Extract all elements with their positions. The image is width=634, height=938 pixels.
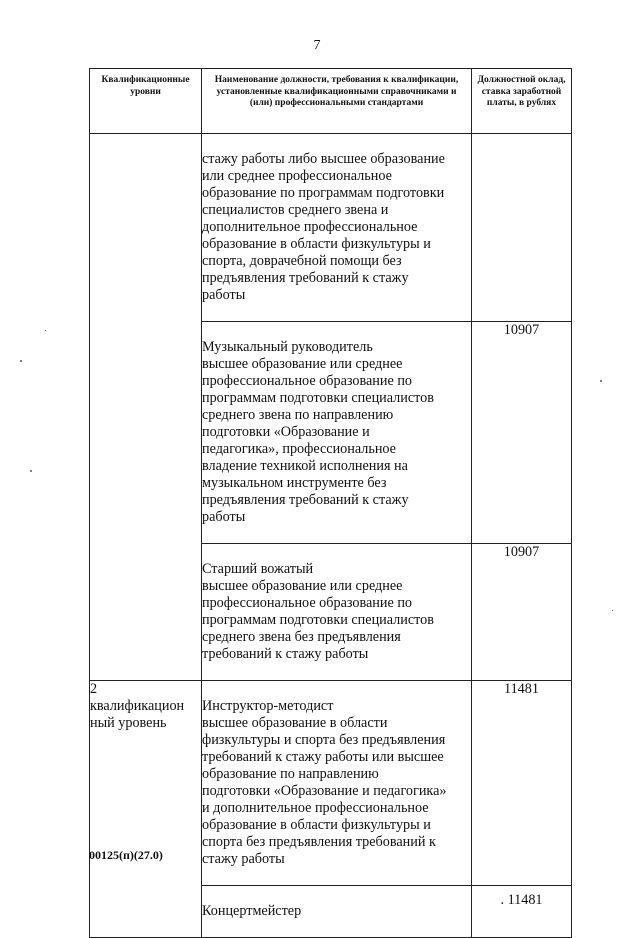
position-name: Концертмейстер	[202, 903, 302, 919]
position-cell	[202, 134, 472, 322]
scan-speck	[30, 470, 32, 472]
salary-cell	[472, 134, 572, 322]
position-cell	[202, 681, 472, 886]
level-cell: 2 квалификацион ный уровень	[90, 681, 202, 938]
position-name: Инструктор-методист	[202, 698, 334, 714]
header-salary: Должностной оклад, ставка заработной платы, в рублях	[472, 69, 572, 134]
scan-speck	[612, 610, 613, 611]
page-number: 7	[313, 38, 321, 53]
scan-speck	[600, 380, 602, 382]
position-cell	[202, 544, 472, 681]
position-name: Музыкальный руководитель	[202, 339, 373, 355]
scan-speck	[45, 330, 46, 331]
scan-speck	[20, 360, 22, 362]
position-requirements: высшее образование или среднее профессиональное образование по программам подготовки специалистов среднего звена без предъявления требований к стажу работы	[202, 578, 434, 662]
salary-cell: 11481	[472, 681, 572, 886]
position-cell	[202, 886, 472, 938]
salary-cell: 10907	[472, 544, 572, 681]
position-cell	[202, 322, 472, 544]
position-requirements: стажу работы либо высшее образование или среднее профессиональное образование по программам подготовки специалистов среднего звена и дополнительное профессиональное образование в области физкультуры и спорта, доврачебной помощи без предъявления требований к стажу работы	[202, 151, 445, 303]
header-qualification-levels: Квалификационные уровни	[90, 69, 202, 134]
table-row	[90, 134, 572, 322]
document-code: 00125(п)(27.0)	[89, 848, 163, 862]
position-requirements: высшее образование или среднее профессиональное образование по программам подготовки специалистов среднего звена по направлению подготовки «Образование и педагогика», профессиональное владение техникой исполнения на музыкальном инструменте без предъявления требований к стажу работы	[202, 356, 434, 525]
header-position-requirements: Наименование должности, требования к квалификации, установленные квалификационными справочниками и (или) профессиональными стандартами	[202, 69, 472, 134]
position-name: Старший вожатый	[202, 561, 314, 577]
salary-cell: . 11481	[472, 886, 572, 938]
qualification-table	[89, 68, 572, 938]
position-requirements: высшее образование в области физкультуры и спорта без предъявления требований к стажу работы или высшее образование по направлению подготовки «Образование и педагогика» и дополнительное профессиональное образование в области физкультуры и спорта без предъявления требований к стажу работы	[202, 715, 447, 867]
level-cell	[90, 134, 202, 681]
table-header-row	[90, 69, 572, 134]
salary-cell: 10907	[472, 322, 572, 544]
